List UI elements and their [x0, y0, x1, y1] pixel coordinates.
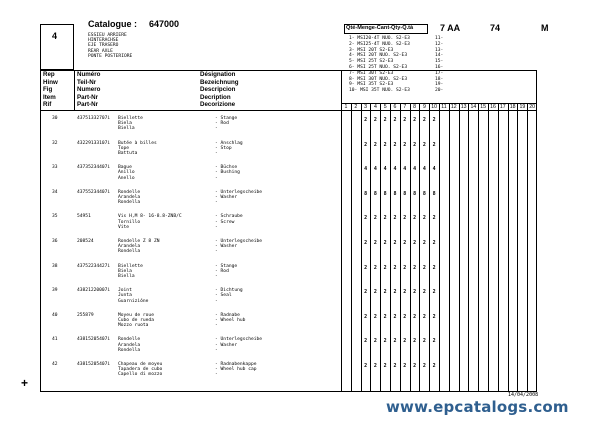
part-qty: 8 [364, 190, 368, 197]
assembly-name: PONTE POSTERIORE [88, 53, 133, 59]
part-number: 43755234407i [77, 189, 111, 195]
part-name: Rondelle [118, 337, 141, 343]
part-description: - Seal [215, 293, 232, 299]
part-qty: 2 [383, 363, 387, 369]
part-number: 43821220007i [77, 288, 111, 294]
part-number: 43815205407i [77, 362, 111, 367]
assembly-name: HINTERACHSE [88, 38, 119, 44]
part-name: Anello [118, 175, 135, 181]
part-description: - Wheel hub cap [215, 367, 257, 373]
part-qty: 2 [422, 289, 426, 296]
qty-column-line [351, 103, 352, 392]
variant-slot: 16- [435, 64, 444, 70]
part-qty: 2 [383, 240, 387, 246]
part-qty: 2 [364, 215, 368, 222]
part-name: Vis H,M 8- 16-8.8-ZNB/C [118, 214, 182, 220]
qty-column-line [488, 103, 489, 392]
part-qty: 2 [403, 289, 407, 296]
part-qty: 2 [422, 215, 426, 222]
part-name: Cubo de rueda [118, 318, 154, 323]
part-descriptions [215, 313, 245, 329]
part-description: - Unterlegscheibe [215, 239, 263, 244]
column-number: 6 [393, 104, 397, 110]
numero-header: Numéro Teil-Nr Numero Part-Nr Part-Nr [77, 71, 101, 108]
variant-label: 5- MSI 25T S2-E3 [349, 59, 394, 65]
part-rep: 32 [52, 140, 58, 146]
qty-column-line [468, 103, 469, 392]
part-number: 54951 [77, 214, 91, 220]
part-description: - Schraube [215, 214, 243, 220]
part-name: Chapeau de moyeu [118, 362, 163, 367]
part-name: Guarnizióne [118, 298, 149, 304]
qty-column-line [459, 103, 460, 392]
part-qty: 2 [432, 313, 436, 320]
part-qty: 2 [403, 264, 407, 271]
part-qty: 2 [413, 289, 417, 296]
part-qty: 2 [383, 313, 387, 320]
variant-label: 9- MSI 35T S2-E3 [349, 82, 394, 88]
part-qty: 8 [432, 190, 436, 197]
part-description: - [215, 151, 218, 156]
part-name: Rondelle [118, 189, 141, 195]
part-description: - [215, 200, 218, 206]
part-description: - Rod [215, 121, 229, 127]
variant-slot: 18- [435, 76, 444, 82]
part-names [118, 190, 140, 206]
assembly-name: REAR AXLE [88, 48, 113, 54]
code: 7 AA [440, 23, 461, 33]
qty-column-line [498, 103, 499, 392]
column-number: 1 [344, 104, 348, 110]
qty-column-line [478, 103, 479, 392]
part-description: - Washer [215, 342, 238, 348]
part-qty: 2 [403, 338, 407, 345]
part-description: - Washer [215, 244, 238, 250]
part-description: - Radnabenkappe [215, 362, 257, 367]
part-qty: 2 [403, 117, 407, 123]
part-rep: 30 [52, 116, 58, 121]
divider-qty [341, 70, 342, 392]
page-number: 74 [490, 23, 501, 33]
part-rep: 41 [52, 337, 58, 343]
part-qty: 2 [373, 363, 377, 369]
part-qty: 2 [373, 338, 377, 345]
part-names [118, 214, 182, 230]
part-qty: 8 [393, 190, 397, 197]
part-name: Rondella [118, 347, 141, 353]
part-descriptions [215, 141, 243, 157]
part-descriptions [215, 214, 243, 230]
part-name: Joint [118, 288, 132, 294]
part-name: Biella [118, 274, 135, 279]
part-qty: 2 [364, 289, 368, 296]
variant-slot: 15- [435, 59, 444, 65]
part-qty: 2 [432, 117, 436, 123]
part-qty: 2 [383, 141, 387, 148]
column-number: 7 [403, 104, 407, 110]
part-descriptions [215, 239, 262, 255]
designation-header: Désignation Bezeichnung Descripcion Decription Decorizione [200, 71, 239, 108]
catalogue-number: 647000 [149, 19, 180, 29]
part-description: - [215, 224, 218, 230]
variant-label: 4- MSI 20T NUO. S2-E3 [349, 53, 408, 59]
plus-mark: + [21, 376, 29, 390]
part-description: - Washer [215, 195, 238, 200]
part-qty: 2 [413, 264, 417, 271]
part-qty: 2 [383, 117, 387, 123]
part-name: Biela [118, 121, 132, 127]
part-description: - [215, 274, 218, 279]
part-qty: 2 [373, 141, 377, 148]
part-descriptions [215, 190, 262, 206]
divider-rep [74, 70, 75, 110]
qty-column-line [449, 103, 450, 392]
part-qty: 2 [393, 289, 397, 296]
part-description: - Stange [215, 116, 238, 121]
part-qty: 4 [373, 166, 377, 173]
part-number: 43735234407i [77, 165, 111, 171]
part-qty: 2 [393, 117, 397, 123]
part-description: - [215, 298, 218, 304]
assembly-names [88, 33, 132, 59]
column-number: 9 [422, 104, 426, 110]
part-qty: 2 [373, 215, 377, 222]
part-description: - Unterlegscheibe [215, 189, 263, 195]
part-name: Mozzo ruota [118, 323, 149, 329]
part-qty: 2 [373, 240, 377, 246]
part-qty: 2 [383, 289, 387, 296]
part-qty: 2 [413, 240, 417, 246]
part-qty: 2 [393, 141, 397, 148]
variant-label: 6- MSI 25T NUO. S2-E3 [349, 64, 408, 70]
part-description: - [215, 347, 218, 353]
part-description: - Screw [215, 219, 235, 225]
part-number: 43229133107i [77, 140, 111, 146]
part-description: - Unterlegscheibe [215, 337, 263, 343]
column-number: 15 [480, 104, 487, 110]
part-name: Arandela [118, 342, 141, 348]
part-name: Biela [118, 268, 132, 274]
part-names [118, 313, 154, 329]
variant-label: 8- MSI 30T NUO. S2-E3 [349, 76, 408, 82]
qty-column-line [527, 103, 528, 392]
part-qty: 2 [383, 264, 387, 271]
part-qty: 8 [383, 190, 387, 197]
part-rep: 36 [52, 239, 58, 244]
part-qty: 2 [373, 289, 377, 296]
part-descriptions [215, 264, 237, 280]
part-rep: 34 [52, 189, 58, 195]
part-description: - Stange [215, 263, 238, 269]
part-qty: 2 [422, 141, 426, 148]
column-number: 18 [509, 104, 516, 110]
part-descriptions [215, 362, 257, 378]
part-names [118, 288, 148, 304]
variant-label: 3- MSI 20T S2-E3 [349, 47, 394, 53]
part-name: Capello di mozzo [118, 372, 163, 378]
part-qty: 2 [422, 363, 426, 369]
variant-slot: 17- [435, 70, 444, 76]
part-qty: 2 [403, 141, 407, 148]
catalogue-label: Catalogue : [88, 19, 138, 29]
part-descriptions [215, 165, 240, 181]
part-description: - Büchse [215, 165, 238, 171]
part-description: - Wheel hub [215, 318, 246, 323]
part-name: Arandela [118, 195, 141, 200]
column-number: 14 [470, 104, 477, 110]
column-number: 11 [441, 104, 447, 110]
part-qty: 2 [413, 117, 417, 123]
part-names [118, 337, 140, 353]
part-descriptions [215, 288, 243, 304]
part-qty: 2 [373, 117, 377, 123]
part-qty: 2 [432, 264, 436, 271]
group-number: 4 [52, 31, 58, 41]
column-number: 20 [529, 104, 536, 110]
print-date: 14/04/2008 [508, 392, 539, 398]
part-qty: 2 [432, 363, 436, 369]
part-qty: 2 [364, 313, 368, 320]
variant-label: 2- MSI25-4T NUO. S2-E3 [349, 41, 410, 47]
part-description: - Stop [215, 145, 232, 151]
part-qty: 4 [393, 166, 397, 173]
variant-label: 7- MSI 30T S2-E3 [349, 70, 394, 76]
part-descriptions [215, 116, 237, 132]
part-name: Biella [118, 126, 135, 132]
column-number: 2 [354, 104, 358, 110]
part-names [118, 362, 162, 378]
part-qty: 4 [413, 166, 417, 173]
watermark[interactable]: www.epcatalogs.com [386, 398, 569, 416]
qty-column-line [517, 103, 518, 392]
part-name: Rondella [118, 249, 141, 255]
part-name: Biellette [118, 263, 143, 269]
part-qty: 8 [373, 190, 377, 197]
part-qty: 2 [364, 363, 368, 369]
part-name: Vite [118, 224, 130, 230]
part-description: - [215, 175, 218, 181]
part-description: - Anschlag [215, 140, 243, 146]
part-qty: 2 [393, 240, 397, 246]
variant-slot: 14- [435, 53, 444, 59]
part-description: - [215, 372, 218, 378]
part-qty: 2 [364, 264, 368, 271]
rep-header: Rep Hinw Fig Item Rif [43, 71, 58, 108]
part-rep: 33 [52, 165, 58, 171]
column-number: 5 [383, 104, 387, 110]
part-qty: 2 [432, 215, 436, 222]
part-number: 43751332707i [77, 116, 111, 121]
part-qty: 2 [393, 264, 397, 271]
assembly-name: EJE TRASERO [88, 43, 119, 49]
part-qty: 2 [364, 240, 368, 246]
part-qty: 2 [432, 289, 436, 296]
part-name: Bague [118, 165, 132, 171]
assembly-name: ESSIEU ARRIERE [88, 33, 127, 38]
part-description: - Dichtung [215, 288, 243, 294]
part-qty: 2 [432, 141, 436, 148]
part-qty: 2 [413, 363, 417, 369]
qty-header: Qté-Menge-Cant-Qty-Q.tà [346, 25, 414, 31]
part-number: 43815205407i [77, 337, 111, 343]
part-name: Junta [118, 293, 132, 299]
part-qty: 8 [413, 190, 417, 197]
part-names [118, 116, 143, 132]
part-qty: 2 [422, 264, 426, 271]
parts-table-frame [40, 70, 537, 392]
marker: M [541, 23, 549, 33]
part-name: Tapadera de cubo [118, 367, 163, 373]
part-description: - Radnabe [215, 312, 240, 318]
part-qty: 2 [403, 363, 407, 369]
part-qty: 2 [413, 313, 417, 320]
part-qty: 2 [364, 141, 368, 148]
part-name: Battuta [118, 151, 138, 156]
part-description: - [215, 126, 218, 132]
part-qty: 2 [393, 313, 397, 320]
part-names [118, 239, 160, 255]
part-qty: 8 [403, 190, 407, 197]
part-qty: 4 [422, 166, 426, 173]
variant-slot: 20- [435, 88, 444, 94]
header-separator [40, 110, 537, 111]
column-number: 4 [373, 104, 377, 110]
part-qty: 2 [422, 240, 426, 246]
part-qty: 2 [422, 313, 426, 320]
part-rep: 40 [52, 312, 58, 318]
column-number: 17 [499, 104, 506, 110]
part-number: 208524 [77, 239, 94, 244]
qty-column-line [508, 103, 509, 392]
part-name: Moyeu de roue [118, 312, 154, 318]
part-description: - Rod [215, 268, 229, 274]
part-qty: 2 [383, 338, 387, 345]
part-qty: 2 [364, 338, 368, 345]
part-qty: 2 [373, 313, 377, 320]
part-qty: 2 [422, 338, 426, 345]
part-qty: 2 [383, 215, 387, 222]
part-name: Tope [118, 145, 130, 151]
part-qty: 2 [403, 313, 407, 320]
part-qty: 2 [413, 141, 417, 148]
part-qty: 2 [422, 117, 426, 123]
part-qty: 2 [393, 363, 397, 369]
part-qty: 2 [403, 215, 407, 222]
part-description: - Bushing [215, 170, 240, 176]
part-rep: 35 [52, 214, 58, 220]
part-rep: 38 [52, 263, 58, 269]
part-number: 255879 [77, 312, 94, 318]
variant-slot: 13- [435, 47, 444, 53]
column-number: 12 [450, 104, 457, 110]
column-number: 16 [490, 104, 496, 110]
part-name: Anillo [118, 170, 135, 176]
part-qty: 2 [393, 338, 397, 345]
part-name: Tornillo [118, 219, 141, 225]
part-rep: 39 [52, 288, 58, 294]
column-number: 10 [431, 104, 438, 110]
part-qty: 2 [432, 338, 436, 345]
column-number: 19 [519, 104, 526, 110]
part-name: Arandela [118, 244, 141, 250]
variant-slot: 12- [435, 41, 444, 47]
column-number: 8 [413, 104, 417, 110]
part-qty: 2 [413, 215, 417, 222]
part-descriptions [215, 337, 262, 353]
part-qty: 2 [413, 338, 417, 345]
part-rep: 42 [52, 362, 58, 367]
variant-label: 10- MSI 35T NUO. S2-E3 [349, 88, 410, 94]
variant-slot: 11- [435, 36, 444, 41]
variant-label: 1- MSI20-4T NUO. S2-E3 [349, 36, 410, 41]
part-name: Rondelle Z 8 ZN [118, 239, 160, 244]
part-name: Biellette [118, 116, 143, 121]
part-name: Rondella [118, 200, 141, 206]
part-qty: 8 [422, 190, 426, 197]
part-names [118, 264, 143, 280]
part-qty: 2 [403, 240, 407, 246]
part-qty: 2 [393, 215, 397, 222]
part-qty: 4 [403, 166, 407, 173]
variant-slot: 19- [435, 82, 444, 88]
part-names [118, 141, 157, 157]
column-number: 13 [460, 104, 467, 110]
part-qty: 4 [383, 166, 387, 173]
part-description: - [215, 323, 218, 329]
part-description: - [215, 249, 218, 255]
part-qty: 2 [364, 117, 368, 123]
part-qty: 2 [373, 264, 377, 271]
part-qty: 4 [364, 166, 368, 173]
part-qty: 2 [432, 240, 436, 246]
part-name: Butée à billes [118, 140, 157, 146]
part-names [118, 165, 135, 181]
column-number: 3 [364, 104, 368, 110]
part-qty: 4 [432, 166, 436, 173]
part-number: 43752234427i [77, 263, 111, 269]
